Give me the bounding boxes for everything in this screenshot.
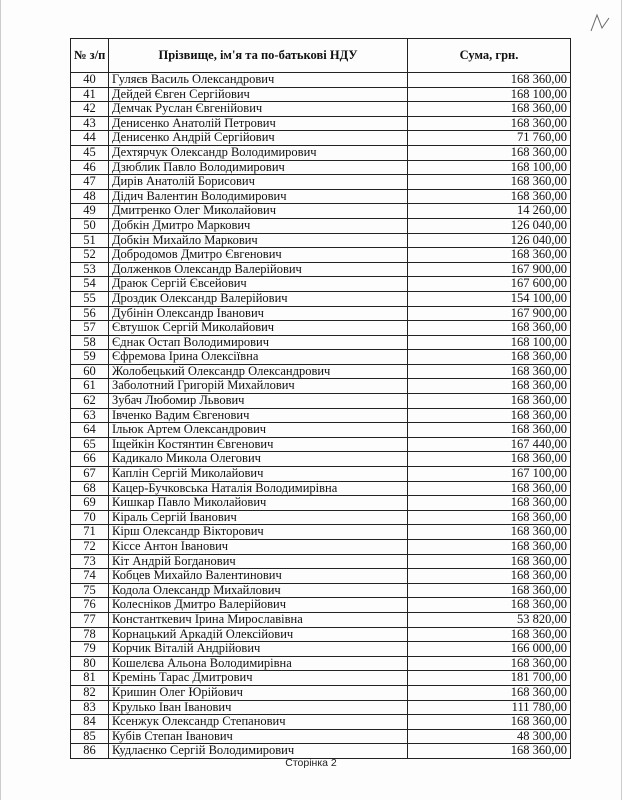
row-number: 57 (71, 321, 109, 336)
row-full-name: Кіт Андрій Богданович (109, 554, 408, 569)
page-number: Сторінка 2 (285, 757, 337, 769)
row-number: 61 (71, 379, 109, 394)
row-amount: 168 360,00 (408, 627, 571, 642)
table-row (71, 335, 571, 350)
row-full-name: Кіраль Сергій Іванович (109, 510, 408, 525)
table-row (71, 306, 571, 321)
row-amount: 53 820,00 (408, 612, 571, 627)
row-amount: 166 000,00 (408, 642, 571, 657)
row-number: 71 (71, 525, 109, 540)
row-full-name: Гуляєв Василь Олександрович (109, 73, 408, 88)
row-full-name: Івченко Вадим Євгенович (109, 408, 408, 423)
row-amount: 111 780,00 (408, 700, 571, 715)
pen-mark-icon (588, 12, 612, 34)
row-full-name: Корнацький Аркадій Олексійович (109, 627, 408, 642)
row-amount: 168 100,00 (408, 160, 571, 175)
row-amount: 168 360,00 (408, 569, 571, 584)
row-amount: 181 700,00 (408, 671, 571, 686)
row-full-name: Колесніков Дмитро Валерійович (109, 598, 408, 613)
table-row (71, 437, 571, 452)
table-header-row (71, 39, 571, 73)
row-full-name: Кобцев Михайло Валентинович (109, 569, 408, 584)
table-row (71, 394, 571, 409)
row-number: 40 (71, 73, 109, 88)
row-amount: 168 360,00 (408, 73, 571, 88)
row-number: 64 (71, 423, 109, 438)
row-number: 51 (71, 233, 109, 248)
row-amount: 168 360,00 (408, 598, 571, 613)
row-full-name: Єднак Остап Володимирович (109, 335, 408, 350)
header-full-name: Прізвище, ім'я та по-батькові НДУ (109, 39, 408, 73)
row-full-name: Дирів Анатолій Борисович (109, 175, 408, 190)
row-amount: 168 360,00 (408, 510, 571, 525)
row-amount: 167 600,00 (408, 277, 571, 292)
row-number: 75 (71, 583, 109, 598)
table-row (71, 145, 571, 160)
row-number: 77 (71, 612, 109, 627)
table-row (71, 510, 571, 525)
row-number: 67 (71, 467, 109, 482)
row-number: 43 (71, 116, 109, 131)
row-full-name: Добкін Дмитро Маркович (109, 218, 408, 233)
row-full-name: Іщейкін Костянтин Євгенович (109, 437, 408, 452)
row-number: 76 (71, 598, 109, 613)
row-amount: 48 300,00 (408, 729, 571, 744)
header-number: № з/п (71, 39, 109, 73)
row-full-name: Кудлаєнко Сергій Володимирович (109, 744, 408, 759)
row-number: 53 (71, 262, 109, 277)
table-row (71, 204, 571, 219)
row-full-name: Корчик Віталій Андрійович (109, 642, 408, 657)
table-row (71, 233, 571, 248)
row-amount: 167 900,00 (408, 306, 571, 321)
row-number: 81 (71, 671, 109, 686)
row-number: 45 (71, 145, 109, 160)
row-number: 72 (71, 540, 109, 555)
table-row (71, 525, 571, 540)
row-amount: 167 900,00 (408, 262, 571, 277)
table-row (71, 87, 571, 102)
row-full-name: Кірш Олександр Вікторович (109, 525, 408, 540)
row-full-name: Драюк Сергій Євсейович (109, 277, 408, 292)
row-full-name: Єфремова Ірина Олексіївна (109, 350, 408, 365)
row-full-name: Дідич Валентин Володимирович (109, 189, 408, 204)
table-row (71, 715, 571, 730)
row-full-name: Кремінь Тарас Дмитрович (109, 671, 408, 686)
row-number: 85 (71, 729, 109, 744)
row-number: 60 (71, 364, 109, 379)
row-full-name: Демчак Руслан Євгенійович (109, 102, 408, 117)
row-full-name: Добродомов Дмитро Євгенович (109, 248, 408, 263)
table-row (71, 452, 571, 467)
row-number: 82 (71, 685, 109, 700)
row-amount: 168 360,00 (408, 481, 571, 496)
row-amount: 168 360,00 (408, 452, 571, 467)
row-full-name: Дмитренко Олег Миколайович (109, 204, 408, 219)
row-amount: 168 360,00 (408, 248, 571, 263)
row-number: 69 (71, 496, 109, 511)
row-amount: 168 360,00 (408, 116, 571, 131)
row-amount: 168 360,00 (408, 525, 571, 540)
row-number: 46 (71, 160, 109, 175)
row-amount: 168 360,00 (408, 583, 571, 598)
row-full-name: Кубів Степан Іванович (109, 729, 408, 744)
row-number: 47 (71, 175, 109, 190)
table-row (71, 73, 571, 88)
row-amount: 167 100,00 (408, 467, 571, 482)
table-row (71, 612, 571, 627)
row-amount: 126 040,00 (408, 233, 571, 248)
row-full-name: Добкін Михайло Маркович (109, 233, 408, 248)
row-full-name: Денисенко Андрій Сергійович (109, 131, 408, 146)
table-row (71, 540, 571, 555)
table-row (71, 496, 571, 511)
row-full-name: Кадикало Микола Олегович (109, 452, 408, 467)
row-number: 86 (71, 744, 109, 759)
row-number: 44 (71, 131, 109, 146)
table-row (71, 700, 571, 715)
row-number: 79 (71, 642, 109, 657)
row-number: 58 (71, 335, 109, 350)
row-full-name: Дроздик Олександр Валерійович (109, 291, 408, 306)
row-number: 66 (71, 452, 109, 467)
row-number: 70 (71, 510, 109, 525)
row-full-name: Каплін Сергій Миколайович (109, 467, 408, 482)
row-full-name: Крулько Іван Іванович (109, 700, 408, 715)
row-amount: 168 360,00 (408, 685, 571, 700)
row-amount: 168 100,00 (408, 335, 571, 350)
row-amount: 14 260,00 (408, 204, 571, 219)
row-number: 73 (71, 554, 109, 569)
table-row (71, 569, 571, 584)
row-full-name: Долженков Олександр Валерійович (109, 262, 408, 277)
row-full-name: Кацер-Бучковська Наталія Володимирівна (109, 481, 408, 496)
row-amount: 168 360,00 (408, 145, 571, 160)
row-full-name: Дехтярчук Олександр Володимирович (109, 145, 408, 160)
row-full-name: Кишкар Павло Миколайович (109, 496, 408, 511)
row-number: 54 (71, 277, 109, 292)
table-row (71, 729, 571, 744)
row-full-name: Дейдей Євген Сергійович (109, 87, 408, 102)
row-number: 50 (71, 218, 109, 233)
row-number: 78 (71, 627, 109, 642)
row-full-name: Жолобецький Олександр Олександрович (109, 364, 408, 379)
row-amount: 168 360,00 (408, 496, 571, 511)
row-number: 41 (71, 87, 109, 102)
row-amount: 168 360,00 (408, 394, 571, 409)
payments-table (70, 38, 571, 759)
row-number: 42 (71, 102, 109, 117)
table-row (71, 481, 571, 496)
row-full-name: Денисенко Анатолій Петрович (109, 116, 408, 131)
row-number: 74 (71, 569, 109, 584)
row-full-name: Дубінін Олександр Іванович (109, 306, 408, 321)
row-number: 62 (71, 394, 109, 409)
table-row (71, 627, 571, 642)
row-amount: 126 040,00 (408, 218, 571, 233)
row-amount: 168 360,00 (408, 189, 571, 204)
table-row (71, 291, 571, 306)
row-number: 48 (71, 189, 109, 204)
row-full-name: Кіссе Антон Іванович (109, 540, 408, 555)
row-amount: 168 360,00 (408, 715, 571, 730)
table-row (71, 379, 571, 394)
table-row (71, 598, 571, 613)
table-row (71, 175, 571, 190)
row-full-name: Ільюк Артем Олександрович (109, 423, 408, 438)
row-number: 68 (71, 481, 109, 496)
table-row (71, 160, 571, 175)
row-amount: 167 440,00 (408, 437, 571, 452)
row-full-name: Кришин Олег Юрійович (109, 685, 408, 700)
scan-edge-left (0, 0, 1, 800)
row-full-name: Дзюблик Павло Володимирович (109, 160, 408, 175)
row-full-name: Кодола Олександр Михайлович (109, 583, 408, 598)
table-row (71, 656, 571, 671)
row-full-name: Ксенжук Олександр Степанович (109, 715, 408, 730)
row-number: 80 (71, 656, 109, 671)
row-amount: 168 360,00 (408, 423, 571, 438)
table-row (71, 248, 571, 263)
row-full-name: Кошелєва Альона Володимирівна (109, 656, 408, 671)
row-number: 49 (71, 204, 109, 219)
row-amount: 168 360,00 (408, 321, 571, 336)
row-full-name: Заболотний Григорій Михайлович (109, 379, 408, 394)
table-row (71, 423, 571, 438)
table-row (71, 583, 571, 598)
table-row (71, 350, 571, 365)
table-row (71, 116, 571, 131)
table-row (71, 321, 571, 336)
row-full-name: Зубач Любомир Львович (109, 394, 408, 409)
table-row (71, 218, 571, 233)
row-number: 59 (71, 350, 109, 365)
row-amount: 168 360,00 (408, 656, 571, 671)
row-number: 56 (71, 306, 109, 321)
table-row (71, 364, 571, 379)
row-number: 83 (71, 700, 109, 715)
row-amount: 168 360,00 (408, 744, 571, 759)
table-row (71, 102, 571, 117)
row-amount: 168 360,00 (408, 175, 571, 190)
row-amount: 71 760,00 (408, 131, 571, 146)
row-amount: 168 360,00 (408, 379, 571, 394)
row-amount: 168 360,00 (408, 554, 571, 569)
row-amount: 154 100,00 (408, 291, 571, 306)
table-row (71, 554, 571, 569)
row-amount: 168 360,00 (408, 540, 571, 555)
row-full-name: Константкевич Ірина Мирославівна (109, 612, 408, 627)
table-row (71, 642, 571, 657)
row-number: 65 (71, 437, 109, 452)
header-amount: Сума, грн. (408, 39, 571, 73)
row-amount: 168 360,00 (408, 408, 571, 423)
table-row (71, 189, 571, 204)
table-row (71, 467, 571, 482)
table-row (71, 408, 571, 423)
row-amount: 168 360,00 (408, 102, 571, 117)
table-row (71, 277, 571, 292)
row-amount: 168 360,00 (408, 364, 571, 379)
row-amount: 168 360,00 (408, 350, 571, 365)
row-number: 84 (71, 715, 109, 730)
table-row (71, 685, 571, 700)
table-row (71, 671, 571, 686)
row-full-name: Євтушок Сергій Миколайович (109, 321, 408, 336)
row-number: 55 (71, 291, 109, 306)
table-row (71, 262, 571, 277)
row-number: 52 (71, 248, 109, 263)
row-number: 63 (71, 408, 109, 423)
table-row (71, 131, 571, 146)
table-body (71, 73, 571, 759)
row-amount: 168 100,00 (408, 87, 571, 102)
